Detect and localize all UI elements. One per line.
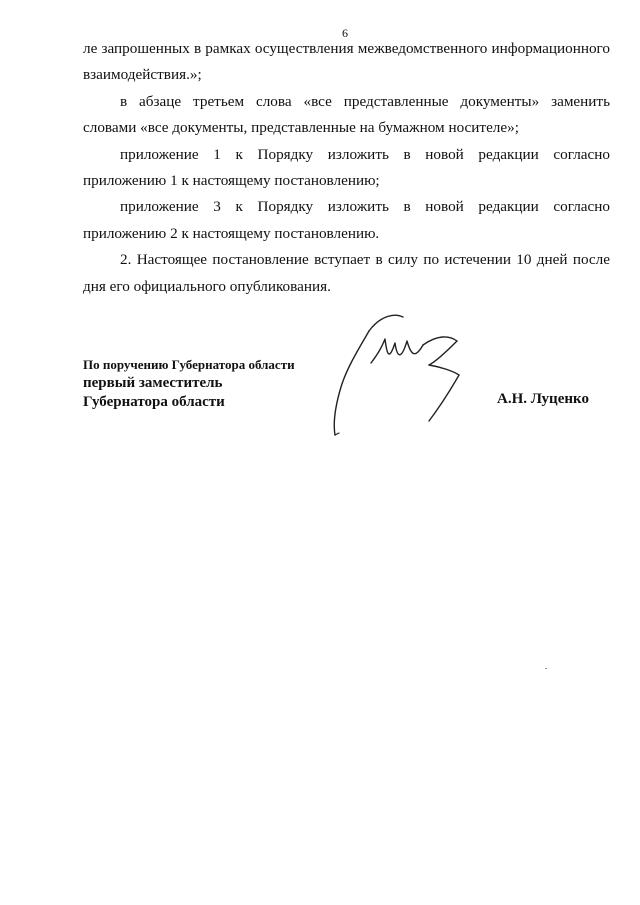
paragraph-effective-date: 2. Настоящее постановление вступает в силу по истечении 10 дней после дня его официального опубликования. bbox=[83, 251, 610, 295]
paragraph-amend-third-subparagraph: в абзаце третьем слова «все представленные документы» заменить словами «все документы, представленные на бумажном носителе»; bbox=[83, 92, 610, 137]
paragraph-appendix-1: приложение 1 к Порядку изложить в новой редакции согласно приложению 1 к настоящему постановлению; bbox=[83, 145, 610, 190]
document-body bbox=[83, 36, 610, 300]
handwritten-signature bbox=[325, 305, 475, 455]
signatory-position-line-2: Губернатора области bbox=[83, 394, 225, 410]
page-number: 6 bbox=[342, 26, 348, 40]
scan-speck bbox=[545, 668, 547, 669]
signatory-title-block bbox=[83, 356, 295, 412]
signatory-position-line: первый заместитель bbox=[83, 375, 223, 391]
signatory-authority-line: По поручению Губернатора области bbox=[83, 357, 295, 372]
signatory-name: А.Н. Луценко bbox=[497, 391, 589, 407]
paragraph-continuation: ле запрошенных в рамках осуществления межведомственного информационного взаимодействия.»; bbox=[83, 40, 610, 84]
paragraph-appendix-3: приложение 3 к Порядку изложить в новой редакции согласно приложению 2 к настоящему постановлению. bbox=[83, 198, 610, 242]
